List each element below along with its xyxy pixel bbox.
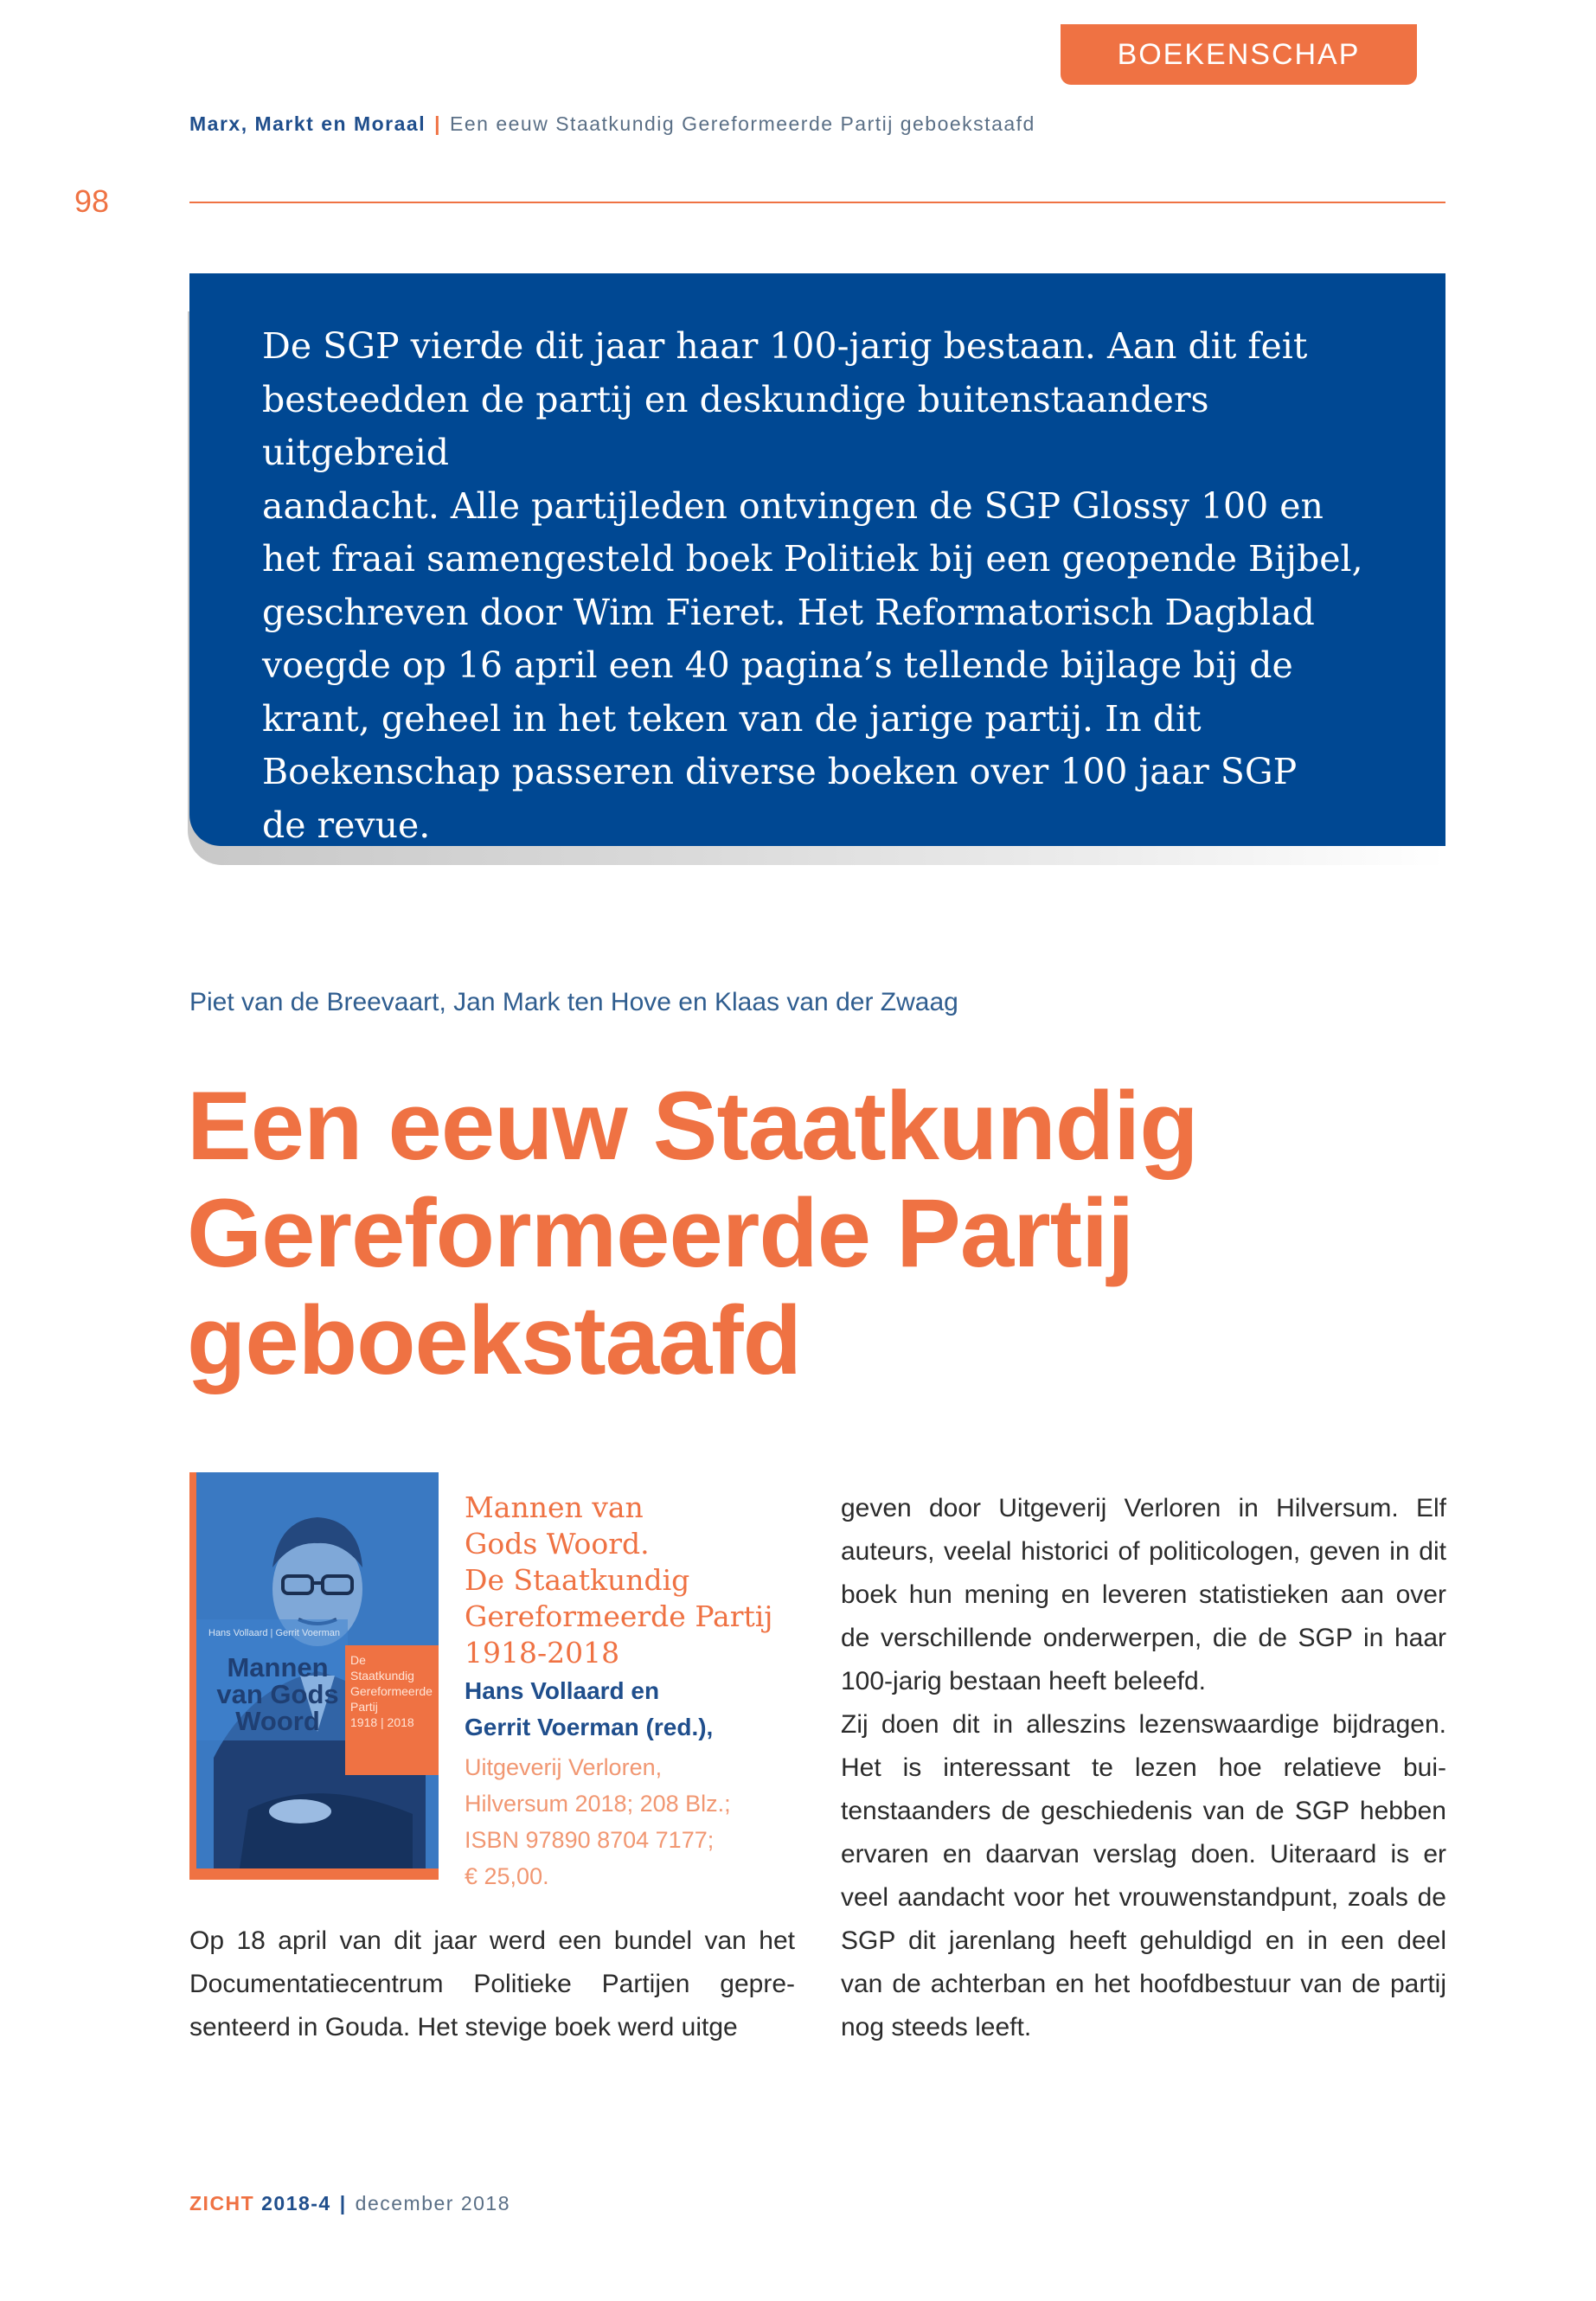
- book-editors: [465, 1673, 793, 1746]
- body-paragraph: Op 18 april van dit jaar werd een bundel van het Documentatiecentrum Politieke Partijen gepresenteerd in Gouda. Het stevige boek werd uitge: [189, 1926, 795, 2041]
- book-publisher-line: ISBN 97890 8704 7177;: [465, 1827, 715, 1853]
- cover-title-line: van Gods: [216, 1679, 339, 1709]
- header-rule: [189, 202, 1445, 203]
- cover-title-line: Woord: [235, 1706, 320, 1736]
- intro-line: het fraai samengesteld boek Politiek bij een geopende Bijbel,: [262, 538, 1363, 580]
- book-title-line: Mannen van: [465, 1490, 644, 1524]
- article-title-line: Gereformeerde Partij: [187, 1179, 1134, 1287]
- intro-box: [189, 273, 1445, 846]
- footer-issue: 2018-4: [261, 2192, 331, 2214]
- footer: [189, 2192, 510, 2215]
- body-column-right: [841, 1487, 1446, 2049]
- intro-line: De SGP vierde dit jaar haar 100-jarig bestaan. Aan dit feit: [262, 325, 1308, 367]
- running-head-separator: |: [434, 112, 442, 135]
- body-paragraph: geven door Uitgeverij Verloren in Hilversum. Elf auteurs, veelal historici of politicologen, geven in dit boek hun mening en leveren statistieken aan over de verschillende onderwerpen, die de SGP in haar 100-jarig bestaan heeft beleefd.: [841, 1494, 1446, 1695]
- footer-separator: |: [339, 2192, 347, 2214]
- cover-subtitle-line: Gereformeerde: [350, 1684, 433, 1698]
- intro-line: besteedden de partij en deskundige buitenstaanders uitgebreid: [262, 378, 1209, 473]
- footer-magazine: ZICHT: [189, 2192, 255, 2214]
- book-publisher-line: Hilversum 2018; 208 Blz.;: [465, 1791, 731, 1817]
- book-cover-photo: [196, 1472, 439, 1868]
- body-column-left: [189, 1920, 795, 2049]
- book-cover: [189, 1472, 439, 1880]
- cover-title: [208, 1654, 347, 1734]
- footer-date: december 2018: [355, 2192, 511, 2214]
- running-head-subtitle: Een eeuw Staatkundig Gereformeerde Partij geboekstaafd: [450, 112, 1035, 135]
- intro-line: voegde op 16 april een 40 pagina’s tellende bijlage bij de: [262, 644, 1293, 686]
- intro-line: de revue.: [262, 804, 431, 846]
- book-title-line: 1918-2018: [465, 1636, 620, 1670]
- running-head-series: Marx, Markt en Moraal: [189, 112, 426, 135]
- intro-line: krant, geheel in het teken van de jarige partij. In dit: [262, 697, 1202, 740]
- cover-title-line: Mannen: [227, 1652, 329, 1682]
- book-editors-line: Gerrit Voerman (red.),: [465, 1714, 714, 1740]
- book-title-line: Gods Woord.: [465, 1527, 650, 1561]
- cover-subtitle: [350, 1652, 437, 1730]
- cover-subtitle-line: Staatkundig: [350, 1669, 414, 1682]
- book-title: [465, 1490, 793, 1671]
- intro-line: geschreven door Wim Fieret. Het Reformatorisch Dagblad: [262, 591, 1315, 633]
- book-title-line: De Staatkundig: [465, 1563, 690, 1597]
- article-title: [187, 1073, 1450, 1394]
- running-head: [189, 112, 1035, 136]
- book-publisher: [465, 1749, 793, 1894]
- cover-subtitle-line: 1918 | 2018: [350, 1715, 414, 1729]
- article-title-line: Een eeuw Staatkundig: [187, 1072, 1198, 1180]
- section-tab: BOEKENSCHAP: [1061, 24, 1417, 85]
- cover-authors: Hans Vollaard | Gerrit Voerman: [208, 1628, 341, 1638]
- book-info: [465, 1490, 793, 1894]
- article-title-line: geboekstaafd: [187, 1286, 801, 1394]
- body-paragraph: Zij doen dit in alleszins lezenswaardige bijdragen. Het is interessant te lezen hoe relatieve buitenstaanders de geschiedenis van de SGP hebben ervaren en daarvan verslag doen. Uiteraard is er veel aandacht voor het vrouwenstandpunt, zoals de SGP dit jarenlang heeft gehuldigd en in een deel van de achterban en het hoofdbestuur van de partij nog steeds leeft.: [841, 1710, 1446, 2041]
- intro-line: aandacht. Alle partijleden ontvingen de SGP Glossy 100 en: [262, 484, 1324, 527]
- article-authors: Piet van de Breevaart, Jan Mark ten Hove en Klaas van der Zwaag: [189, 988, 958, 1016]
- book-title-line: Gereformeerde Partij: [465, 1599, 773, 1633]
- book-publisher-line: € 25,00.: [465, 1863, 549, 1889]
- page-number: 98: [74, 183, 110, 219]
- intro-line: Boekenschap passeren diverse boeken over 100 jaar SGP: [262, 751, 1298, 792]
- book-publisher-line: Uitgeverij Verloren,: [465, 1754, 663, 1780]
- book-editors-line: Hans Vollaard en: [465, 1677, 660, 1704]
- cover-subtitle-line: De: [350, 1653, 366, 1667]
- cover-subtitle-line: Partij: [350, 1700, 378, 1714]
